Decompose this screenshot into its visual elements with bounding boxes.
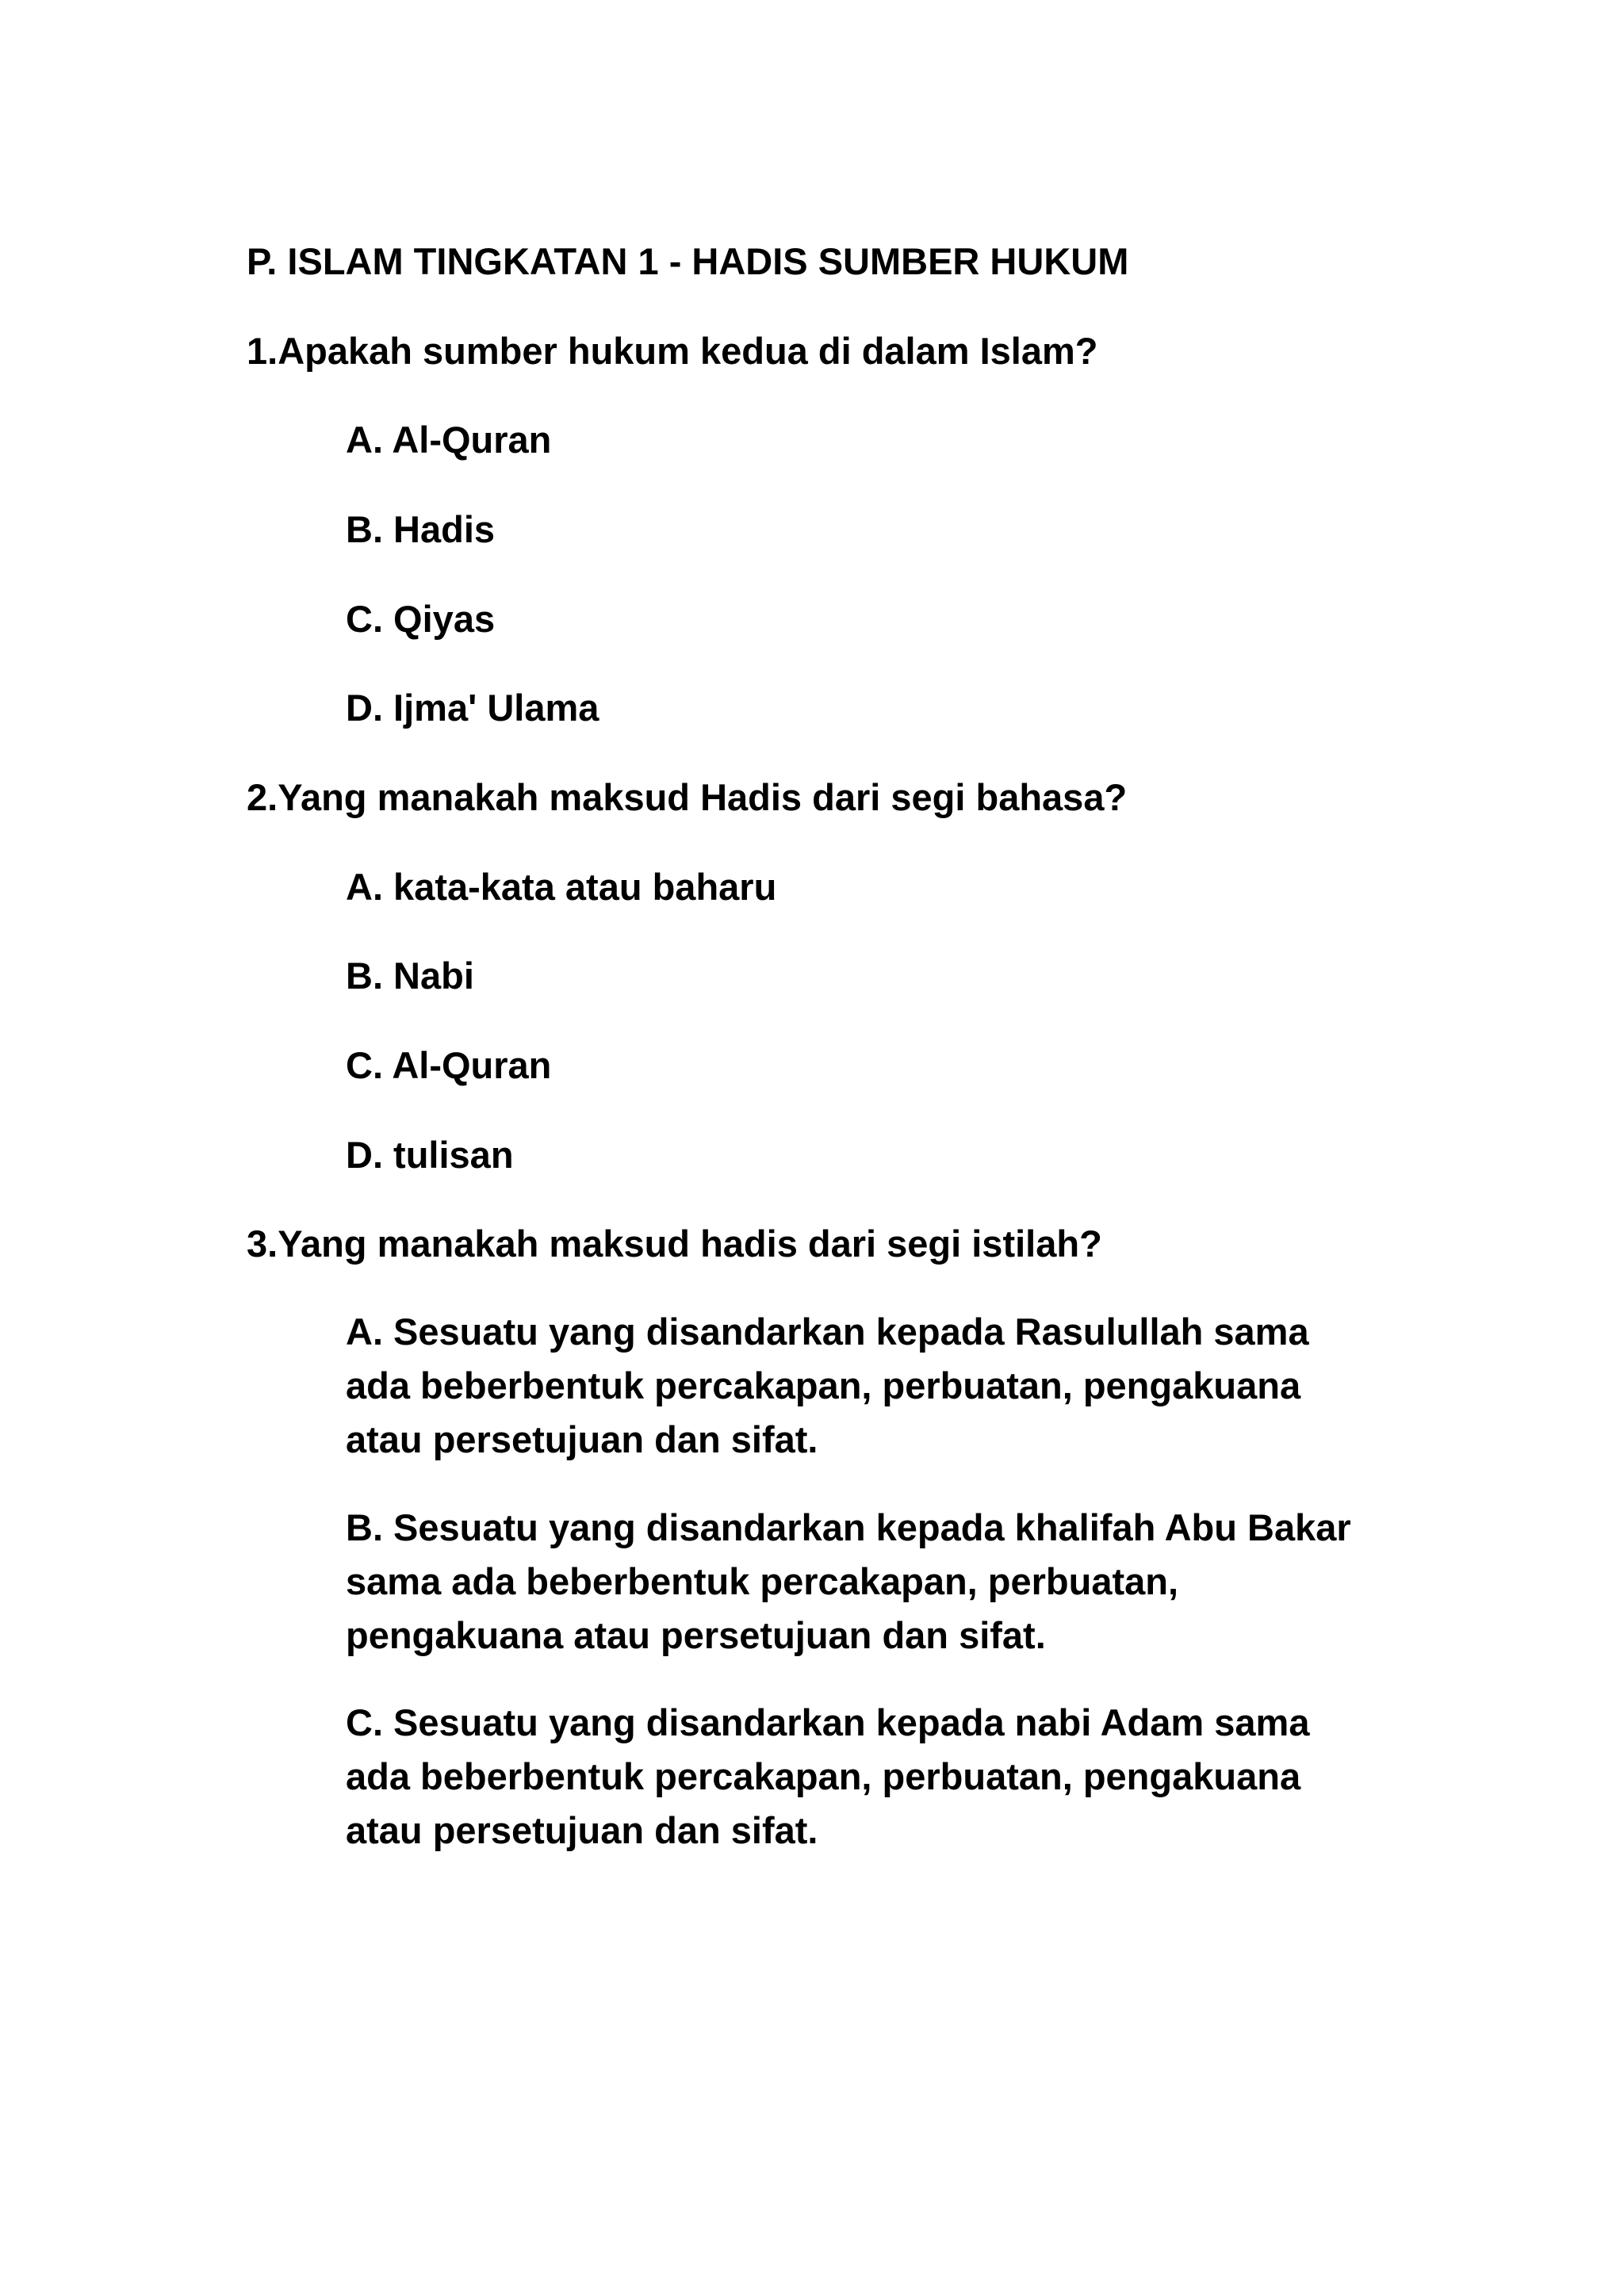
question-3-option-a (346, 1305, 1392, 1467)
question-2-option-a: A. kata-kata atau baharu (346, 866, 777, 908)
question-1-option-d: D. Ijma' Ulama (346, 687, 599, 729)
question-2-option-c: C. Al-Quran (346, 1044, 552, 1086)
question-3-option-c-line-1: C. Sesuatu yang disandarkan kepada nabi Adam sama (346, 1701, 1310, 1743)
question-3-option-b (346, 1501, 1392, 1663)
question-3-option-b-line-3: pengakuana atau persetujuan dan sifat. (346, 1614, 1046, 1656)
document-title: P. ISLAM TINGKATAN 1 - HADIS SUMBER HUKUM (247, 240, 1129, 282)
question-3-option-c (346, 1696, 1392, 1858)
question-2-text: 2.Yang manakah maksud Hadis dari segi bahasa? (247, 776, 1128, 818)
question-2-option-b: B. Nabi (346, 955, 474, 997)
question-3-option-a-line-2: ada beberbentuk percakapan, perbuatan, pengakuana (346, 1364, 1301, 1406)
question-3-option-b-line-2: sama ada beberbentuk percakapan, perbuatan, (346, 1560, 1179, 1602)
question-1-option-c: C. Qiyas (346, 598, 496, 640)
question-1-option-b: B. Hadis (346, 508, 496, 550)
question-3-option-a-line-3: atau persetujuan dan sifat. (346, 1418, 818, 1460)
question-3-option-b-line-1: B. Sesuatu yang disandarkan kepada khalifah Abu Bakar (346, 1506, 1351, 1548)
question-1-text: 1.Apakah sumber hukum kedua di dalam Islam? (247, 330, 1098, 372)
question-1-option-a: A. Al-Quran (346, 419, 552, 461)
question-3-option-c-line-3: atau persetujuan dan sifat. (346, 1809, 818, 1851)
question-3-option-a-line-1: A. Sesuatu yang disandarkan kepada Rasulullah sama (346, 1311, 1309, 1353)
question-3-option-c-line-2: ada beberbentuk percakapan, perbuatan, pengakuana (346, 1755, 1301, 1797)
question-3-text: 3.Yang manakah maksud hadis dari segi istilah? (247, 1223, 1102, 1265)
question-2-option-d: D. tulisan (346, 1134, 514, 1176)
